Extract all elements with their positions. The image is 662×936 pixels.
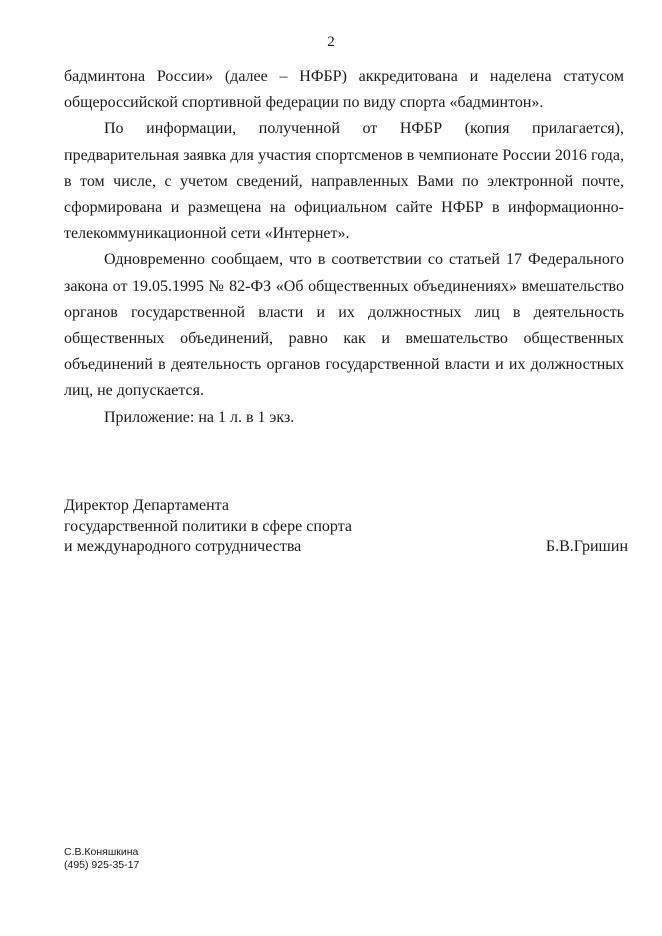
signatory-title-line: и международного сотрудничества (64, 538, 302, 555)
executor-phone: (495) 925-35-17 (64, 859, 140, 871)
paragraph-attachment: Приложение: на 1 л. в 1 экз. (104, 408, 295, 426)
executor-name: С.В.Коняшкина (64, 846, 139, 858)
letter-body (64, 64, 624, 431)
signatory-title-line: государственной политики в сфере спорта (64, 517, 352, 535)
paragraph-law-reference: Одновременно сообщаем, что в соответствии со статьей 17 Федерального закона от 19.05.1995 № 82-ФЗ «Об общественных объединениях» вмешательство органов государственной власти и их должностных лиц в деятельность общественных объединений, равно как и вмешательство общественных объединений в деятельность органов государственной власти и их должностных лиц, не допускается. (64, 251, 624, 400)
signatory-title-line: Директор Департамента (64, 497, 229, 514)
paragraph-continuation: бадминтона России» (далее – НФБР) аккредитована и наделена статусом общероссийской спортивной федерации по виду спорта «бадминтон». (64, 68, 624, 112)
signature-block (64, 496, 628, 558)
page-number: 2 (327, 34, 335, 50)
paragraph-application-info: По информации, полученной от НФБР (копия прилагается), предварительная заявка для участия спортсменов в чемпионате России 2016 года, в том числе, с учетом сведений, направленных Вами по электронной почте, сформирована и размещена на официальном сайте НФБР в информационно-телекоммуникационной сети «Интернет». (64, 120, 624, 243)
signatory-name: Б.В.Гришин (545, 538, 628, 555)
executor-block (64, 846, 139, 872)
